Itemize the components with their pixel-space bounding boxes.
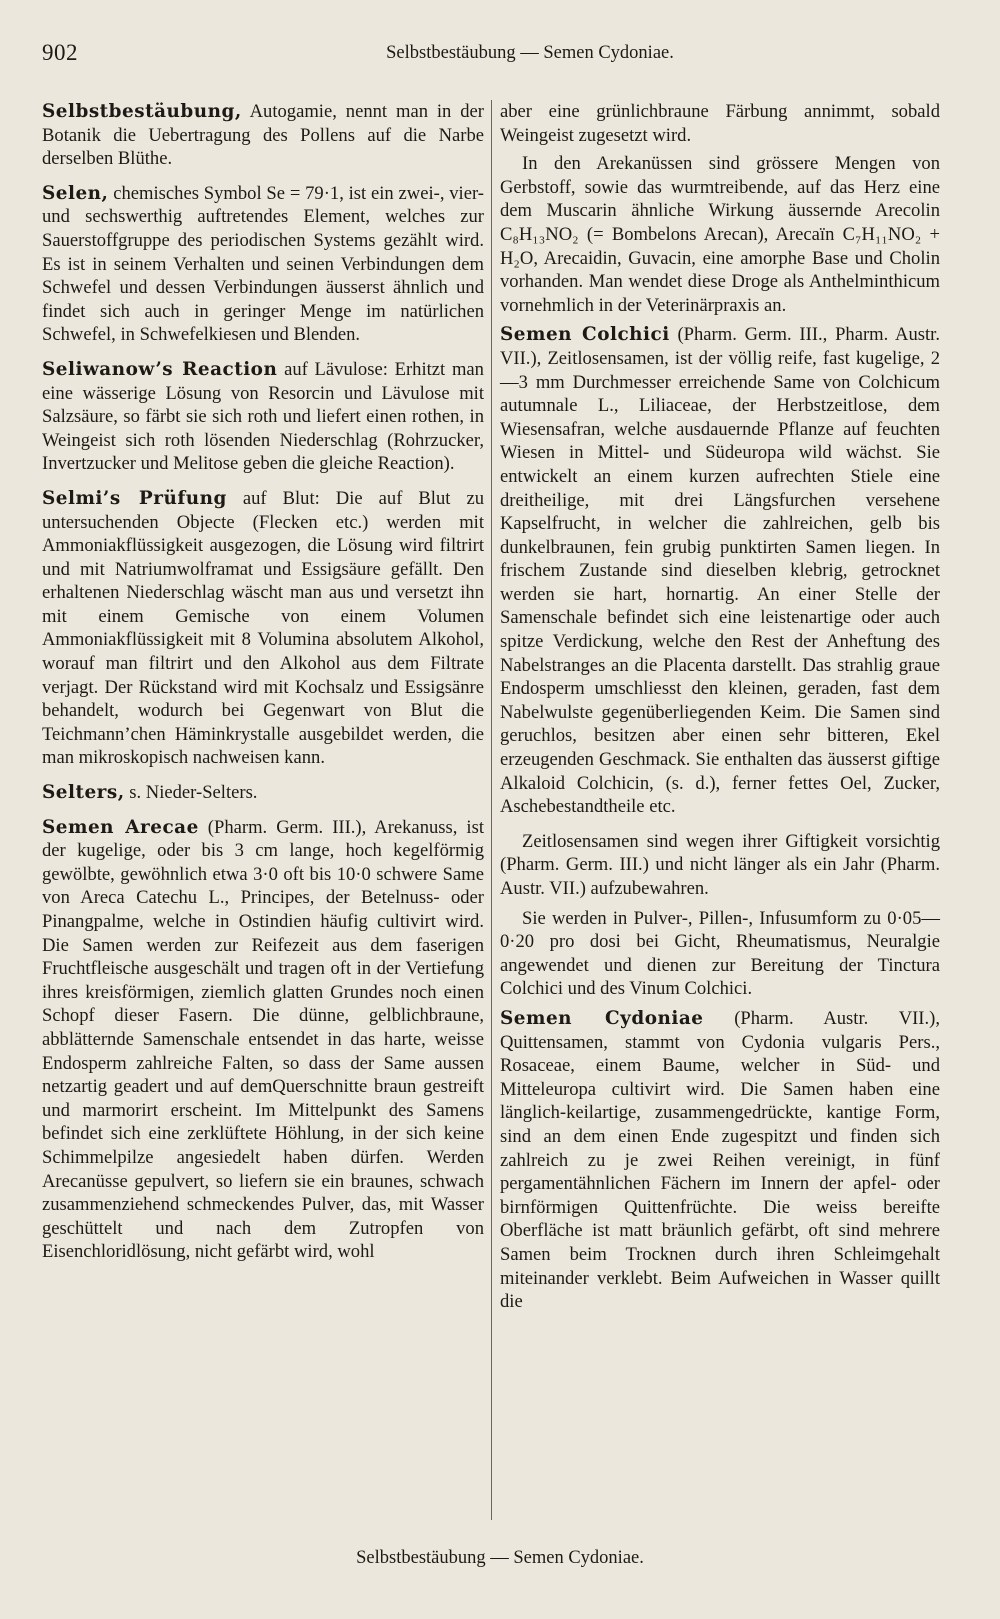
entry-selmis-pruefung <box>42 487 484 770</box>
entry-text: s. Nieder-Selters. <box>124 782 258 804</box>
continued-paragraph: aber eine grünlichbraune Färbung annimmt, sobald Weingeist zugesetzt wird. <box>500 101 940 146</box>
entry-headword: Seliwanow’s Reaction <box>42 358 278 380</box>
entry-selen <box>42 182 484 347</box>
arekanuss-constituents-paragraph: In den Arekanüssen sind grössere Mengen von Gerbstoff, sowie das wurmtreibende, auf das Herz eine dem Muscarin ähnliche Wirkung äussernde Arecolin C₈H₁₃NO₂ (= Bombelons Arecan), Arecaïn C₇H₁₁NO₂ + H₂O, Arecaidin, Guvacin, eine amorphe Base und Cholin vorhanden. Man wendet diese Droge als Anthelminthicum vornehmlich in der Veterinärpraxis an. <box>500 153 940 316</box>
entry-selbstbestaeubung <box>42 100 484 171</box>
entry-headword: Selters, <box>42 782 125 804</box>
entry-headword: Selbstbestäubung, <box>42 101 242 122</box>
right-column <box>500 100 940 1520</box>
page-number: 902 <box>42 40 78 65</box>
entry-headword: Semen Colchici <box>500 324 670 346</box>
running-head: Selbstbestäubung — Semen Cydoniae. <box>386 43 674 63</box>
entry-text: (Pharm. Austr. VII.), Quittensamen, stammt von Cydonia vulgaris Pers., Rosaceae, einem Baume, welcher in Süd- und Mitteleuropa cultivirt wird. Die Samen haben eine länglich-keilartige, zusammengedrückte, kantige Form, sind an dem einen Ende zugespitzt und finden sich zahlreich zu je zwei Reihen vereinigt, in fünf pergamentähnlichen Fächern im Innern der apfel- oder birnförmigen Quittenfrüchte. Die weiss bereifte Oberfläche ist matt bräunlich gefärbt, oft sind mehrere Samen beim Trocknen durch ihren Schleimgehalt miteinander verklebt. Beim Aufweichen in Wasser quillt die <box>500 1007 940 1313</box>
entry-text: auf Lävulose: Erhitzt man eine wässerige Lösung von Resorcin und Lävulose mit Salzsäure, so färbt sie sich roth und liefert einen rothen, in Weingeist sich roth lösenden Niederschlag (Rohrzucker, Invertzucker und Melitose geben die gleiche Reaction). <box>42 358 484 475</box>
entry-selters <box>42 781 484 805</box>
entry-text: (Pharm. Germ. III.), Arekanuss, ist der kugelige, oder bis 3 cm lange, hoch kegelförmig gewölbte, gewöhnlich etwa 3·0 oft bis 10·0 schwere Same von Areca Catechu L., Principes, der Betelnuss- oder Pinangpalme, welche in Ostindien häufig cultivirt wird. Die Samen werden zur Reifezeit aus dem faserigen Fruchtfleische ausgeschält und tragen oft in der Vertiefung ihres kreisförmigen, ziemlich glatten Grundes noch einen Schopf dieser Fasern. Die dünne, gelblichbraune, abblätternde Samenschale entsendet in das harte, weisse Endosperm zahlreiche Falten, so dass der Same aussen netzartig geadert und auf demQuerschnitte braun gestreift und marmorirt erscheint. Im Mittelpunkt des Samens befindet sich eine zerklüftete Höhlung, in der sich keine Schimmelpilze angesiedelt haben dürfen. Werden Arecanüsse gepulvert, so liefern sie ein braunes, schwach zusammenziehend schmeckendes Pulver, das, mit Wasser geschüttelt und nach dem Zutropfen von Eisenchloridlösung, nicht gefärbt wird, wohl <box>42 816 484 1263</box>
entry-headword: Semen Cydoniae <box>500 1007 704 1029</box>
entry-text: chemisches Symbol Se = 79·1, ist ein zwei-, vier- und sechswerthig auftretendes Element, welches zur Sauerstoffgruppe des periodischen Systems gezählt wird. Es ist in seinem Verhalten und seinen Verbindungen dem Schwefel und dessen Verbindungen äusserst ähnlich und findet sich auch in geringer Menge im natürlichen Schwefel, in Schwefelkiesen und Blenden. <box>42 182 484 346</box>
colchici-storage-paragraph: Zeitlosensamen sind wegen ihrer Giftigkeit vorsichtig (Pharm. Germ. III.) und nicht länger als ein Jahr (Pharm. Austr. VII.) aufzubewahren. <box>500 830 940 899</box>
page-footer: Selbstbestäubung — Semen Cydoniae. <box>356 1548 644 1568</box>
entry-text: Autogamie, nennt man in der Botanik die Uebertragung des Pollens auf die Narbe derselben Blüthe. <box>42 101 484 170</box>
entry-semen-colchici <box>500 323 940 818</box>
entry-text: auf Blut: Die auf Blut zu untersuchenden Objecte (Flecken etc.) werden mit Ammoniakflüssigkeit ausgezogen, die Lösung wird filtrirt und mit Natriumwolframat und Essigsäure gefällt. Den erhaltenen Niederschlag wäscht man aus und versetzt ihn mit einem Gemische von einem Volumen Ammoniakflüssigkeit mit 8 Volumina absolutem Alkohol, worauf man filtrirt und den Alkohol aus dem Filtrate verjagt. Der Rückstand wird mit Kochsalz und Essigsänre behandelt, wodurch bei Gegenwart von Blut die Teichmann’chen Häminkrystalle ausgebildet werden, die man mikroskopisch nachweisen kann. <box>42 487 484 769</box>
entry-headword: Selen, <box>42 182 109 204</box>
column-divider <box>491 100 492 1520</box>
entry-seliwanows-reaction <box>42 358 484 476</box>
entry-semen-arecae <box>42 816 484 1264</box>
left-column <box>42 100 484 1520</box>
entry-text: (Pharm. Germ. III., Pharm. Austr. VII.), Zeitlosensamen, ist der völlig reife, fast kugelige, 2—3 mm Durchmesser erreichende Same von Colchicum autumnale L., Liliaceae, der Herbstzeitlose, dem Wiesensafran, welche ausdauernde Pflanze auf feuchten Wiesen in Mittel- und Südeuropa wild wächst. Sie entwickelt an einem kurzen aufrechten Stiele eine dreitheilige, mit drei Längsfurchen versehene Kapselfrucht, in welcher die zahlreichen, gelb bis dunkelbraunen, fein grubig punktirten Samen liegen. In frischem Zustande sind dieselben klebrig, getrocknet werden sie hart, hornartig. An einer Stelle der Samenschale befindet sich eine leistenartige oder auch spitze Verdickung, welche den Rest der Anheftung des Nabelstranges an die Placenta darstellt. Das strahlig graue Endosperm umschliesst den kleinen, geraden, fast dem Nabelwulste gegenüberliegenden Keim. Die Samen sind geruchlos, besitzen aber einen sehr bitteren, Ekel erzeugenden Geschmack. Sie enthalten das äusserst giftige Alkaloid Colchicin, (s. d.), ferner fettes Oel, Zucker, Aschebestandtheile etc. <box>500 324 940 818</box>
entry-headword: Semen Arecae <box>42 816 199 838</box>
entry-semen-cydoniae <box>500 1007 940 1314</box>
colchici-usage-paragraph: Sie werden in Pulver-, Pillen-, Infusumform zu 0·05—0·20 pro dosi bei Gicht, Rheumatismus, Neuralgie angewendet und dienen zur Bereitung der Tinctura Colchici und des Vinum Colchici. <box>500 907 940 1000</box>
entry-headword: Selmi’s Prüfung <box>42 487 227 509</box>
